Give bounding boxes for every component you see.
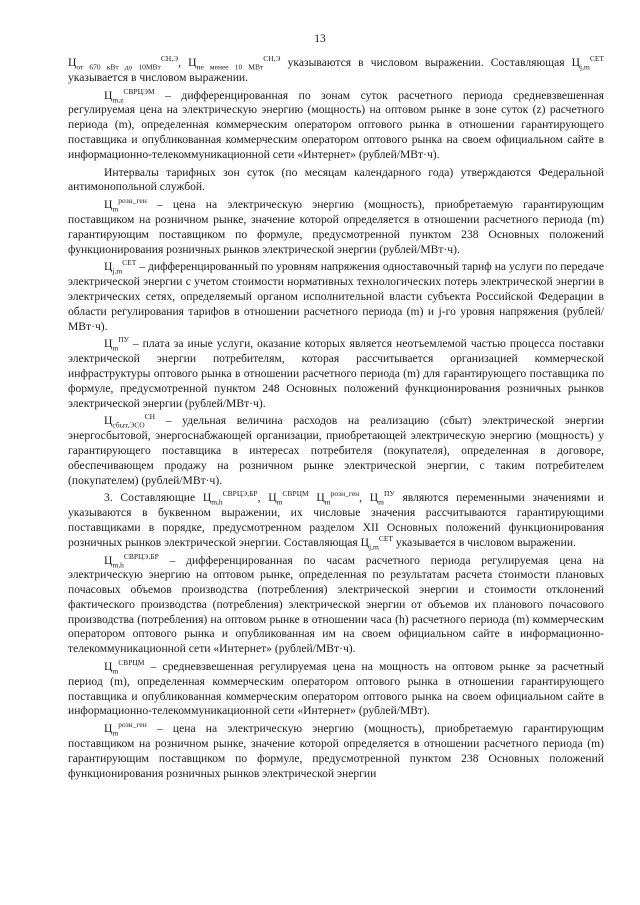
paragraph-def-pu: $Ц_m^{ПУ}$ – плата за иные услуги, оказание которых является неотъемлемой частью процесса поставки электрической энергии потребителям, которая рассчитывается организацией коммерческой инфраструктуры оптового рынка в отношении расчетного периода (m) для гарантирующего поставщика по формуле, предусмотренной пунктом 248 Основных положений функционирования розничных рынков электрической энергии (рублей/МВт·ч). — [68, 335, 604, 410]
symbol-svrcm: $Ц_m^{СВРЦМ}$ — [268, 489, 309, 507]
paragraph-def-rozn-gen-2: $Ц_m^{розн\_ген}$ – цена на электрическую энергию (мощность), приобретаемую гарантирующим поставщиком на розничном рынке, значение которой определяется в отношении расчетного периода (m) гарантирующим поставщиком по формуле, предусмотренной пунктом 238 Основных положений функционирования розничных рынков электрической энергии — [68, 720, 604, 780]
paragraph-def-svrcm: $Ц_m^{СВРЦМ}$ – средневзвешенная регулируемая цена на мощность на оптовом рынке за расчетный период (m), определенная коммерческим оператором оптового рынка в отношении гарантирующего поставщика и опубликованная коммерческим оператором оптового рынка на своем официальном сайте в информационно-телекоммуникационной сети «Интернет» (рублей/МВт). — [68, 658, 604, 718]
symbol-ch-cn-670kw: $Ц_{от 670 кВт до 10МВт}^{СН,Э}$ — [68, 54, 179, 72]
paragraph-def-svrcem: $Ц_{m,z}^{СВРЦЭМ}$ – дифференцированная по зонам суток расчетного периода средневзвешенная регулируемая цена на электрическую энергию (мощность) на оптовом рынке в зоне суток (z) расчетного периода (m), определенная коммерческим оператором оптового рынка в отношении гарантирующего поставщика и опубликованная коммерческим оператором оптового рынка на своем официальном сайте в информационно-телекоммуникационной сети «Интернет» (рублей/МВт·ч). — [68, 86, 604, 161]
symbol-pu: $Ц_m^{ПУ}$ — [104, 335, 129, 353]
paragraph-unregulated-components: $Ц_{от 670 кВт до 10МВт}^{СН,Э}$, $Ц_{не менее 10 МВт}^{СН,Э}$ указываются в числовом выражении. Составляющая $Ц_{j,m}^{СЕТ}$ указывается в числовом выражении. — [68, 54, 605, 84]
paragraph-def-rozn-gen: $Ц_m^{розн\_ген}$ – цена на электрическую энергию (мощность), приобретаемую гарантирующим поставщиком на розничном рынке, значение которой определяется в отношении расчетного периода (m) гарантирующим поставщиком по формуле, предусмотренной пунктом 238 Основных положений функционирования розничных рынков электрической энергии (рублей/МВт·ч). — [68, 196, 604, 256]
paragraph-def-set: $Ц_{j,m}^{СЕТ}$ – дифференцированный по уровням напряжения одноставочный тариф на услуги по передаче электрической энергии с учетом стоимости нормативных технологических потерь электрической энергии в электрических сетях, определяемый органом исполнительной власти субъекта Российской Федерации в области регулирования тарифов в отношении расчетного периода (m) и j-го уровня напряжения (рублей/МВт·ч). — [68, 258, 604, 333]
page-number: 13 — [314, 33, 326, 45]
paragraph-section-3: 3. Составляющие $Ц_{m,h}^{СВРЦЭ,БР}$, $Ц_m^{СВРЦМ}$ $Ц_m^{розн\_ген}$, $Ц_m^{ПУ}$ являются переменными значениями и указываются в буквенном выражении, их числовые значения рассчитываются гарантирующими поставщиками в порядке, предусмотренном разделом XII Основных положений функционирования розничных рынков электрической энергии. Составляющая $Ц_{j,m}^{СЕТ}$ указывается в числовом выражении. — [68, 489, 605, 552]
paragraph-def-svrce-br: $Ц_{m,h}^{СВРЦЭ,БР}$ – дифференцированная по часам расчетного периода регулируемая цена на электрическую энергию на оптовом рынке, определенная по результатам расчета стоимости плановых почасовых объемов производства (потребления) электрической энергии и стоимости отклонений фактического производства (потребления) электрической энергии от объемов их планового почасового производства (потребления) на оптовом рынке в отношении часа (h) расчетного периода (m) коммерческим оператором оптового рынка и опубликованная им на своем официальном сайте в информационно-телекоммуникационной сети «Интернет» (рублей/МВт·ч). — [68, 551, 604, 656]
paragraph-def-sbyt-eso: $Ц_{сбыт,ЭСО}^{СН}$ – удельная величина расходов на реализацию (сбыт) электрической энергии энергосбытовой, энергоснабжающей организации, приобретающей электрическую энергию (мощность) у гарантирующего поставщика в интересах потребителя (покупателя), определенная в договоре, обеспечивающем продажу на розничном рынке электрической энергии, с таким потребителем (покупателем) (рублей/МВт·ч). — [68, 412, 604, 487]
symbol-ch-cn-10mw: $Ц_{не менее 10 МВт}^{СН,Э}$ — [188, 54, 281, 72]
symbol-pu: $Ц_m^{ПУ}$ — [369, 489, 395, 507]
symbol-set: $Ц_{j,m}^{СЕТ}$ — [104, 258, 137, 276]
symbol-ch-set: $Ц_{j,m}^{СЕТ}$ — [571, 54, 605, 72]
symbol-svrcem: $Ц_{m,z}^{СВРЦЭМ}$ — [104, 86, 155, 104]
symbol-sbyt-eso: $Ц_{сбыт,ЭСО}^{СН}$ — [104, 412, 156, 430]
symbol-svrcm: $Ц_m^{СВРЦМ}$ — [104, 658, 145, 676]
symbol-rozn-gen: $Ц_m^{розн\_ген}$ — [104, 196, 147, 214]
symbol-svrce-br: $Ц_{m,h}^{СВРЦЭ,БР}$ — [202, 489, 258, 507]
symbol-set: $Ц_{j,m}^{СЕТ}$ — [360, 533, 394, 552]
symbol-rozn-gen: $Ц_m^{розн\_ген}$ — [104, 720, 147, 738]
symbol-rozn-gen: $Ц_m^{розн\_ген}$ — [316, 489, 360, 507]
symbol-svrce-br: $Ц_{m,h}^{СВРЦЭ,БР}$ — [104, 551, 159, 569]
paragraph-tariff-zones: Интервалы тарифных зон суток (по месяцам календарного года) утверждаются Федеральной антимонопольной службой. — [68, 165, 604, 194]
document-body — [68, 56, 604, 784]
